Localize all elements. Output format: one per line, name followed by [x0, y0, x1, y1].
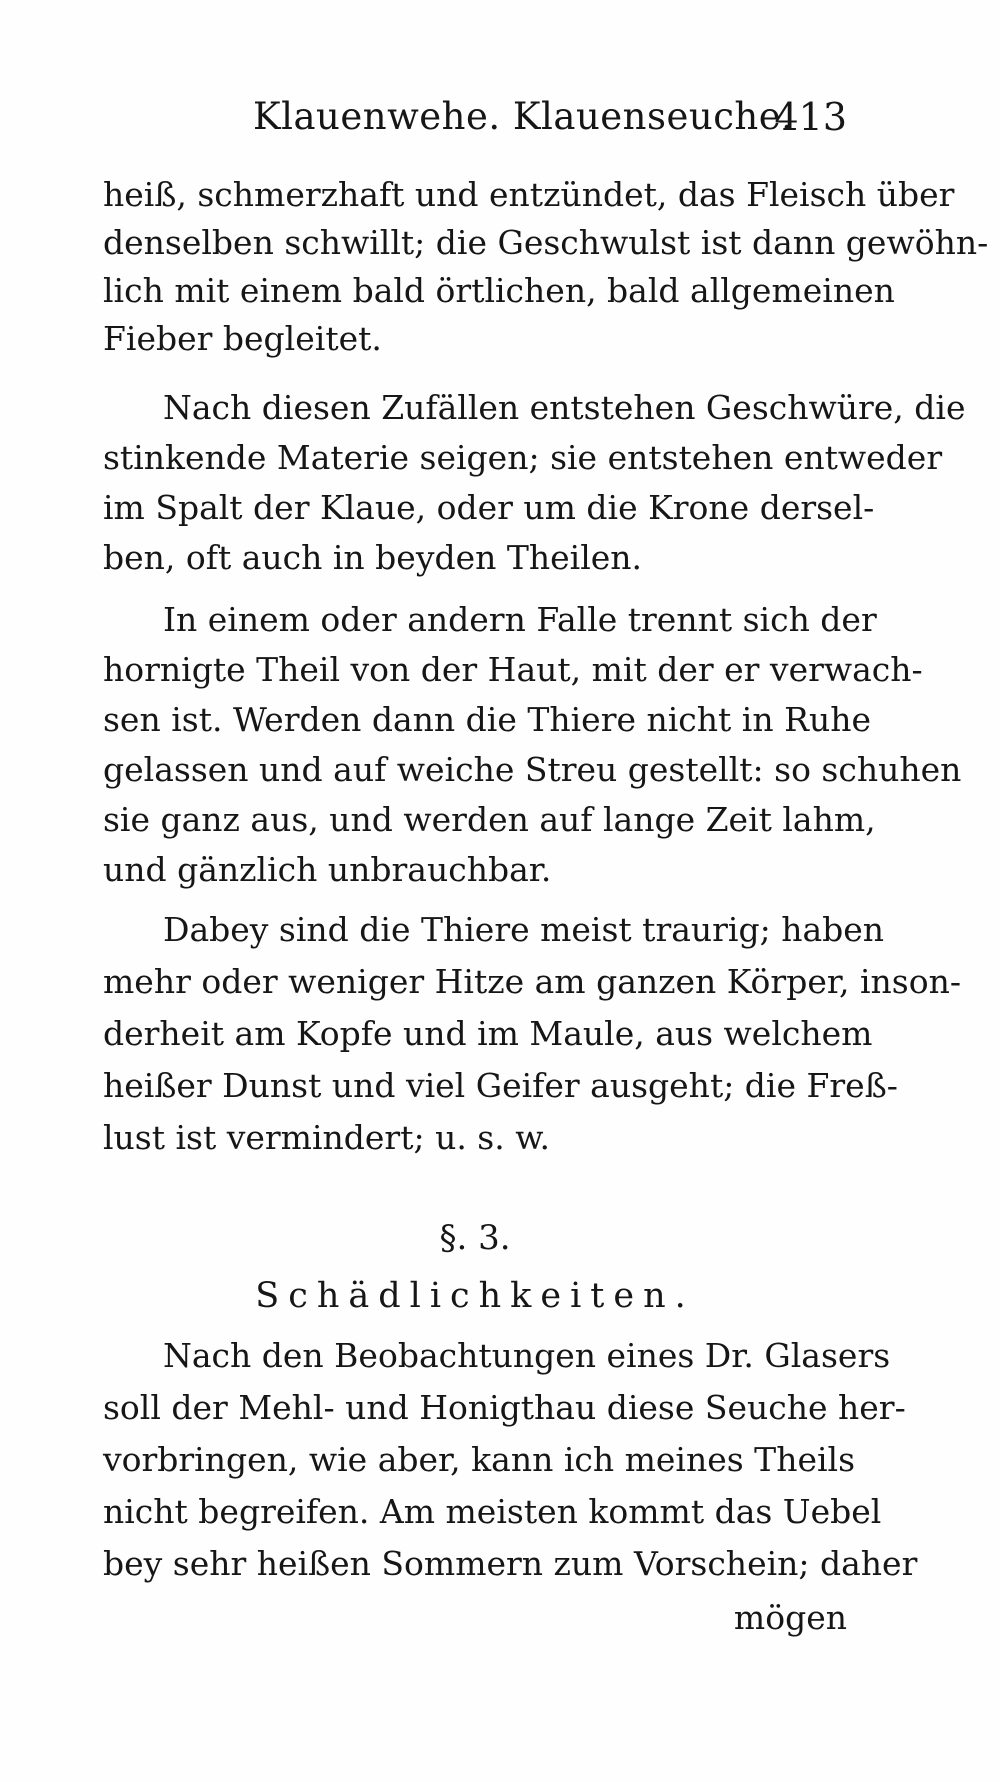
text-line: stinkende Materie seigen; sie entstehen entweder [103, 438, 943, 477]
running-title: Klauenwehe. Klauenseuche. [253, 95, 794, 138]
catchword: mögen [733, 1598, 847, 1637]
page-number: 413 [774, 95, 847, 139]
text-line: heißer Dunst und viel Geifer ausgeht; die Freß- [103, 1066, 898, 1105]
text-line: soll der Mehl- und Honigthau diese Seuche her- [103, 1388, 906, 1427]
text-line: hornigte Theil von der Haut, mit der er verwach- [103, 650, 923, 689]
text-line: Fieber begleitet. [103, 319, 382, 358]
text-line: nicht begreifen. Am meisten kommt das Uebel [103, 1492, 882, 1531]
text-line: Nach den Beobachtungen eines Dr. Glasers [163, 1336, 891, 1375]
text-line: heiß, schmerzhaft und entzündet, das Fleisch über [103, 175, 955, 214]
text-line: und gänzlich unbrauchbar. [103, 850, 552, 889]
text-line: In einem oder andern Falle trennt sich der [163, 600, 877, 639]
text-line: lich mit einem bald örtlichen, bald allgemeinen [103, 271, 895, 310]
text-line: lust ist vermindert; u. s. w. [103, 1118, 551, 1157]
text-line: ben, oft auch in beyden Theilen. [103, 538, 643, 577]
text-line: gelassen und auf weiche Streu gestellt: so schuhen [103, 750, 962, 789]
section-number: §. 3. [439, 1218, 511, 1258]
text-line: sen ist. Werden dann die Thiere nicht in Ruhe [103, 700, 871, 739]
text-line: bey sehr heißen Sommern zum Vorschein; daher [103, 1544, 918, 1583]
text-line: mehr oder weniger Hitze am ganzen Körper, inson- [103, 962, 961, 1001]
page-header [103, 95, 847, 155]
section-title: Schädlichkeiten. [255, 1276, 695, 1316]
text-line: Nach diesen Zufällen entstehen Geschwüre, die [163, 388, 966, 427]
text-line: Dabey sind die Thiere meist traurig; haben [163, 910, 885, 949]
text-line: im Spalt der Klaue, oder um die Krone dersel- [103, 488, 875, 527]
text-line: vorbringen, wie aber, kann ich meines Theils [103, 1440, 856, 1479]
text-line: derheit am Kopfe und im Maule, aus welchem [103, 1014, 873, 1053]
text-line: sie ganz aus, und werden auf lange Zeit lahm, [103, 800, 876, 839]
text-line: denselben schwillt; die Geschwulst ist dann gewöhn- [103, 223, 989, 262]
